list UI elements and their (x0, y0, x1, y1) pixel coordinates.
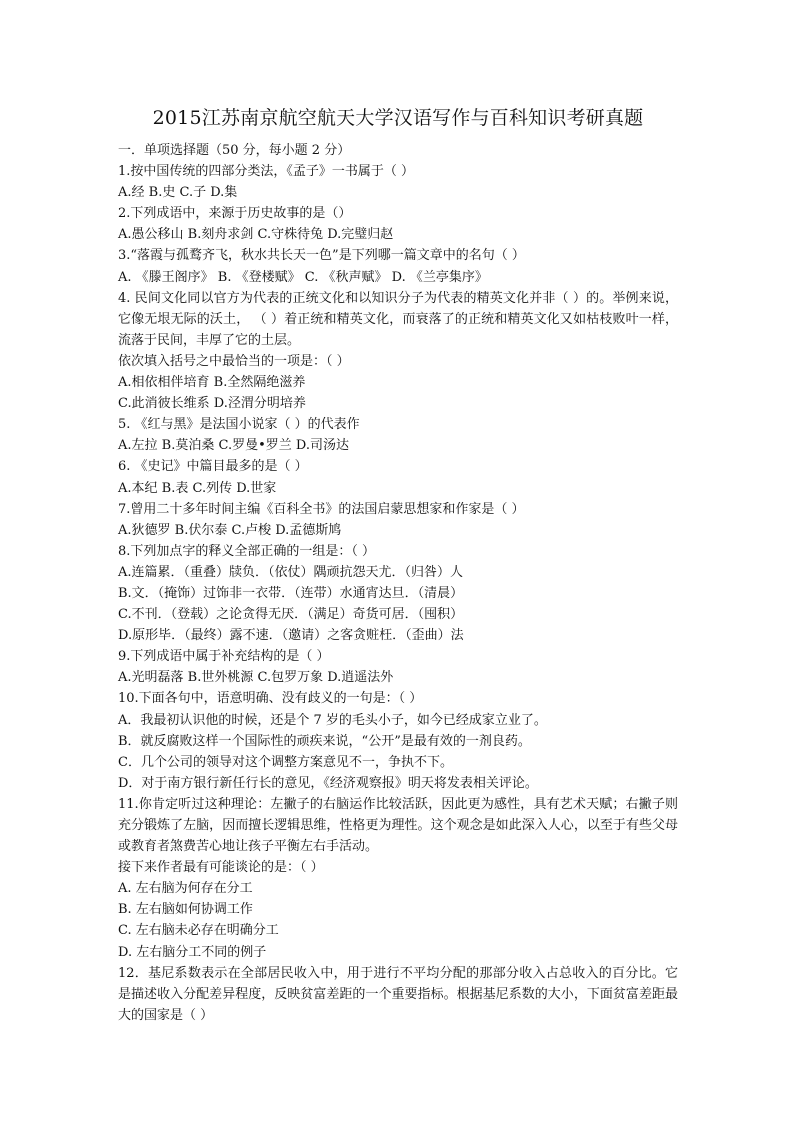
question-stem: 11.你肯定听过这种理论：左撇子的右脑运作比较活跃，因此更为感性，具有艺术天赋；右撇子则充分锻炼了左脑，因而擅长逻辑思维，性格更为理性。这个观念是如此深入人心，以至于有些父母或教育者煞费苦心地让孩子平衡左右手活动。 (118, 796, 678, 855)
answer-option: C．几个公司的领导对这个调整方案意见不一，争执不下。 (118, 754, 453, 770)
answer-option: D.原形毕．（最终）露不速．（邀请）之客贪赃枉．（歪曲）法 (118, 628, 464, 644)
document-title: 2015江苏南京航空航天大学汉语写作与百科知识考研真题 (152, 107, 644, 129)
answer-option: B. 左右脑如何协调工作 (118, 902, 253, 918)
answer-option: A.光明磊落 B.世外桃源 C.包罗万象 D.逍遥法外 (118, 670, 394, 686)
question-3 (118, 245, 678, 287)
question-5 (118, 414, 678, 456)
document-page (118, 104, 678, 1026)
question-11 (118, 794, 678, 963)
question-list (118, 161, 678, 1026)
answer-option: A. 《滕王阁序》 B. 《登楼赋》 C. 《秋声赋》 D. 《兰亭集序》 (118, 269, 488, 285)
question-4 (118, 288, 678, 415)
answer-option: B.文．（掩饰）过饰非一衣带．（连带）水通宵达旦．（清晨） (118, 585, 464, 601)
question-stem: 5. 《红与黑》是法国小说家（ ）的代表作 (118, 417, 360, 433)
question-stem: 10.下面各句中，语意明确、没有歧义的一句是：（ ） (118, 691, 423, 707)
question-2 (118, 203, 678, 245)
question-10 (118, 688, 678, 793)
answer-option: A．我最初认识他的时候，还是个 7 岁的毛头小子，如今已经成家立业了。 (118, 712, 547, 728)
question-6 (118, 456, 678, 498)
question-prompt: 接下来作者最有可能谈论的是：（ ） (118, 860, 324, 876)
question-stem: 7.曾用二十多年时间主编《百科全书》的法国启蒙思想家和作家是（ ） (118, 501, 525, 517)
question-7 (118, 499, 678, 541)
question-stem: 9.下列成语中属于补充结构的是（ ） (118, 649, 330, 665)
answer-option: A.相依相伴培育 B.全然隔绝滋养 (118, 375, 306, 391)
question-1 (118, 161, 678, 203)
answer-option: B．就反腐败这样一个国际性的顽疾来说，“公开”是最有效的一剂良药。 (118, 733, 531, 749)
question-stem: 4. 民间文化同以官方为代表的正统文化和以知识分子为代表的精英文化并非（ ）的。举例来说，它像无垠无际的沃土， （ ）着正统和精英文化，而衰落了的正统和精英文化又如枯枝败叶一样，流落于民间，丰厚了它的土层。 (118, 290, 678, 348)
answer-option: A.连篇累．（重叠）牍负．（依仗）隅顽抗怨天尤．（归咎）人 (118, 564, 464, 580)
answer-option: D. 左右脑分工不同的例子 (118, 944, 267, 960)
answer-option: A.经 B.史 C.子 D.集 (118, 185, 238, 201)
question-stem: 6. 《史记》中篇目最多的是（ ） (118, 459, 308, 475)
question-12 (118, 963, 678, 1026)
answer-option: A.本纪 B.表 C.列传 D.世家 (118, 480, 277, 496)
question-stem: 1.按中国传统的四部分类法，《孟子》一书属于（ ） (118, 164, 415, 180)
answer-option: D．对于南方银行新任行长的意见，《经济观察报》明天将发表相关评论。 (118, 775, 538, 791)
question-stem: 8.下列加点字的释义全部正确的一组是：（ ） (118, 543, 376, 559)
question-9 (118, 646, 678, 688)
question-stem: 3.“落霞与孤鹜齐飞，秋水共长天一色”是下列哪一篇文章中的名句（ ） (118, 248, 525, 264)
answer-option: C. 左右脑未必存在明确分工 (118, 923, 279, 939)
question-8 (118, 541, 678, 646)
answer-option: A.狄德罗 B.伏尔泰 C.卢梭 D.孟德斯鸠 (118, 522, 342, 538)
question-stem: 2.下列成语中，来源于历史故事的是（） (118, 206, 352, 222)
answer-option: A.左拉 B.莫泊桑 C.罗曼•罗兰 D.司汤达 (118, 438, 349, 454)
question-prompt: 依次填入括号之中最恰当的一项是：（ ） (118, 353, 350, 369)
section-heading: 一．单项选择题（50 分，每小题 2 分） (118, 143, 351, 158)
answer-option: C.此消彼长维系 D.泾渭分明培养 (118, 396, 306, 412)
answer-option: A.愚公移山 B.刻舟求剑 C.守株待兔 D.完璧归赵 (118, 227, 394, 243)
answer-option: A. 左右脑为何存在分工 (118, 881, 253, 897)
question-stem: 12．基尼系数表示在全部居民收入中，用于进行不平均分配的那部分收入占总收入的百分比。它是描述收入分配差异程度，反映贫富差距的一个重要指标。根据基尼系数的大小，下面贫富差距最大的国家是（ ） (118, 965, 678, 1023)
answer-option: C.不刊．（登载）之论贪得无厌．（满足）奇货可居．（囤积） (118, 607, 464, 623)
